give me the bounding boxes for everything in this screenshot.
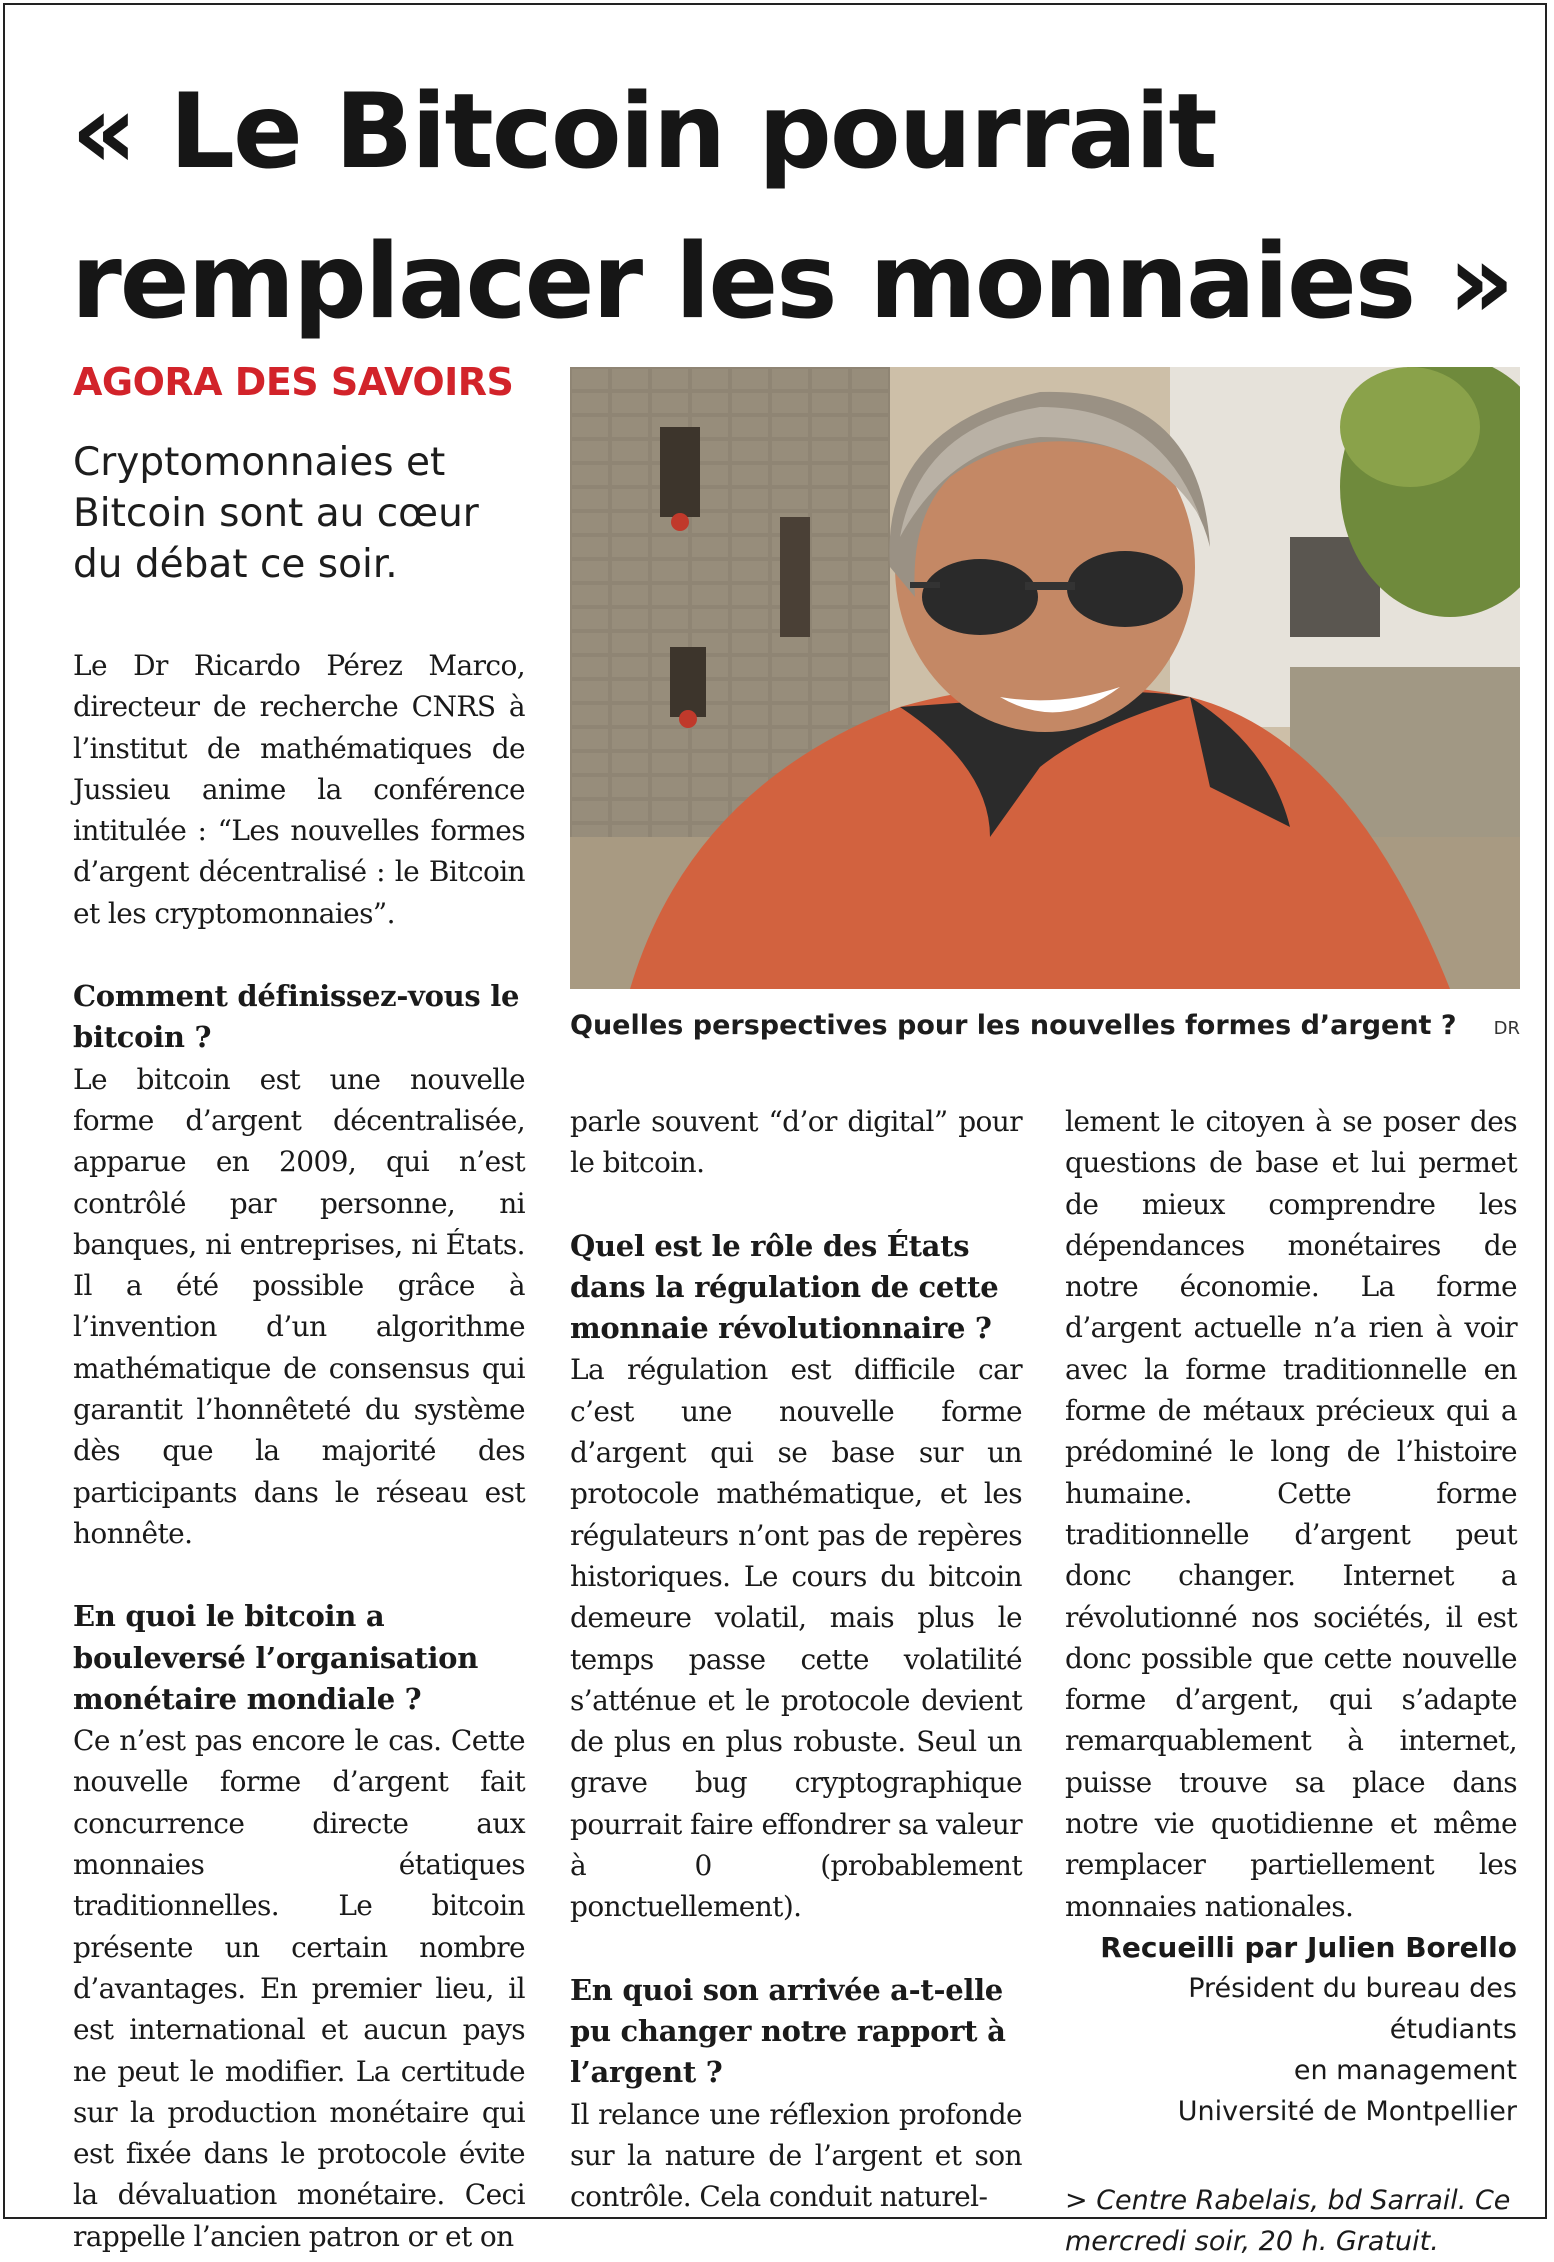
portrait-photo xyxy=(570,367,1520,989)
answer-3: La régulation est difficile car c’est une nouvelle forme d’argent qui se base sur un protocole mathématique, et les régulateurs n’ont pas de repères historiques. Le cours du bitcoin demeure volatil, mais plus le temps passe cette volatilité s’atténue et le protocole devient de plus en plus robuste. Seul un grave bug cryptographique pourrait faire effondrer sa valeur à 0 (probablement ponctuellement). xyxy=(570,1353,1022,1924)
photo-caption-text: Quelles perspectives pour les nouvelles formes d’argent ? xyxy=(570,1010,1457,1041)
portrait-illustration xyxy=(570,367,1520,989)
answer-2-part-2: parle souvent “d’or digital” pour le bitcoin. xyxy=(570,1105,1022,1180)
question-2: En quoi le bitcoin a bouleversé l’organisation monétaire mondiale ? xyxy=(73,1599,478,1716)
signature-role-1: Président du bureau des étudiants xyxy=(1188,1972,1517,2045)
signature-role-2: en management xyxy=(1293,2054,1517,2086)
column-3 xyxy=(1065,1101,1517,2262)
headline-line-1: « Le Bitcoin pourrait xyxy=(71,72,1216,192)
answer-1: Le bitcoin est une nouvelle forme d’argent décentralisée, apparue en 2009, qui n’est contrôlé par personne, ni banques, ni entreprises, ni États. Il a été possible grâce à l’invention d’un algorithme mathématique de consensus qui garantit l’honnêteté du système dès que la majorité des participants dans le réseau est honnête. xyxy=(73,1062,525,1550)
signature-author: Recueilli par Julien Borello xyxy=(1100,1930,1517,1964)
photo-caption xyxy=(570,1010,1520,1041)
event-info: > Centre Rabelais, bd Sarrail. Ce mercredi soir, 20 h. Gratuit. xyxy=(1065,2184,1511,2257)
answer-2-part-1: Ce n’est pas encore le cas. Cette nouvelle forme d’argent fait concurrence directe aux monnaies étatiques traditionnelles. Le bitcoin présente un certain nombre d’avantages. En premier lieu, il est international et aucun pays ne peut le modifier. La certitude sur la production monétaire qui est fixée dans le protocole évite la dévaluation monétaire. Ceci rappelle l’ancien patron or et on xyxy=(73,1724,525,2253)
newspaper-page xyxy=(3,3,1547,2257)
standfirst: Cryptomonnaies et Bitcoin sont au cœur du débat ce soir. xyxy=(73,440,479,587)
answer-4-part-2: lement le citoyen à se poser des questions de base et lui permet de mieux comprendre les dépendances monétaires de notre économie. La forme d’argent actuelle n’a rien à voir avec la forme traditionnelle en forme de métaux précieux qui a prédominé le long de l’histoire humaine. Cette forme traditionnelle d’argent peut donc changer. Internet a révolutionné nos sociétés, il est donc possible que cette nouvelle forme d’argent, qui s’adapte remarquablement à internet, puisse trouve sa place dans notre vie quotidienne et même remplacer partiellement les monnaies nationales. xyxy=(1065,1105,1517,1923)
question-3: Quel est le rôle des États dans la régulation de cette monnaie révolutionnaire ? xyxy=(570,1228,999,1346)
intro-paragraph: Le Dr Ricardo Pérez Marco, directeur de recherche CNRS à l’institut de mathématiques de Jussieu anime la conférence intitulée : “Les nouvelles formes d’argent décentralisé : le Bitcoin et les cryptomonnaies”. xyxy=(73,649,525,930)
question-1: Comment définissez-vous le bitcoin ? xyxy=(73,979,520,1055)
answer-4-part-1: Il relance une réflexion profonde sur la nature de l’argent et son contrôle. Cela conduit naturel- xyxy=(570,2097,1022,2214)
question-4: En quoi son arrivée a-t-elle pu changer notre rapport à l’argent ? xyxy=(570,1972,1006,2090)
column-1 xyxy=(73,645,525,2257)
headline xyxy=(71,57,1521,357)
signature-block xyxy=(1065,1927,1517,2132)
photo-credit: DR xyxy=(1493,1018,1520,1039)
section-kicker: AGORA DES SAVOIRS xyxy=(73,360,514,404)
column-2 xyxy=(570,1101,1022,2217)
headline-line-2: remplacer les monnaies » xyxy=(71,222,1513,342)
signature-role-3: Université de Montpellier xyxy=(1177,2095,1517,2127)
